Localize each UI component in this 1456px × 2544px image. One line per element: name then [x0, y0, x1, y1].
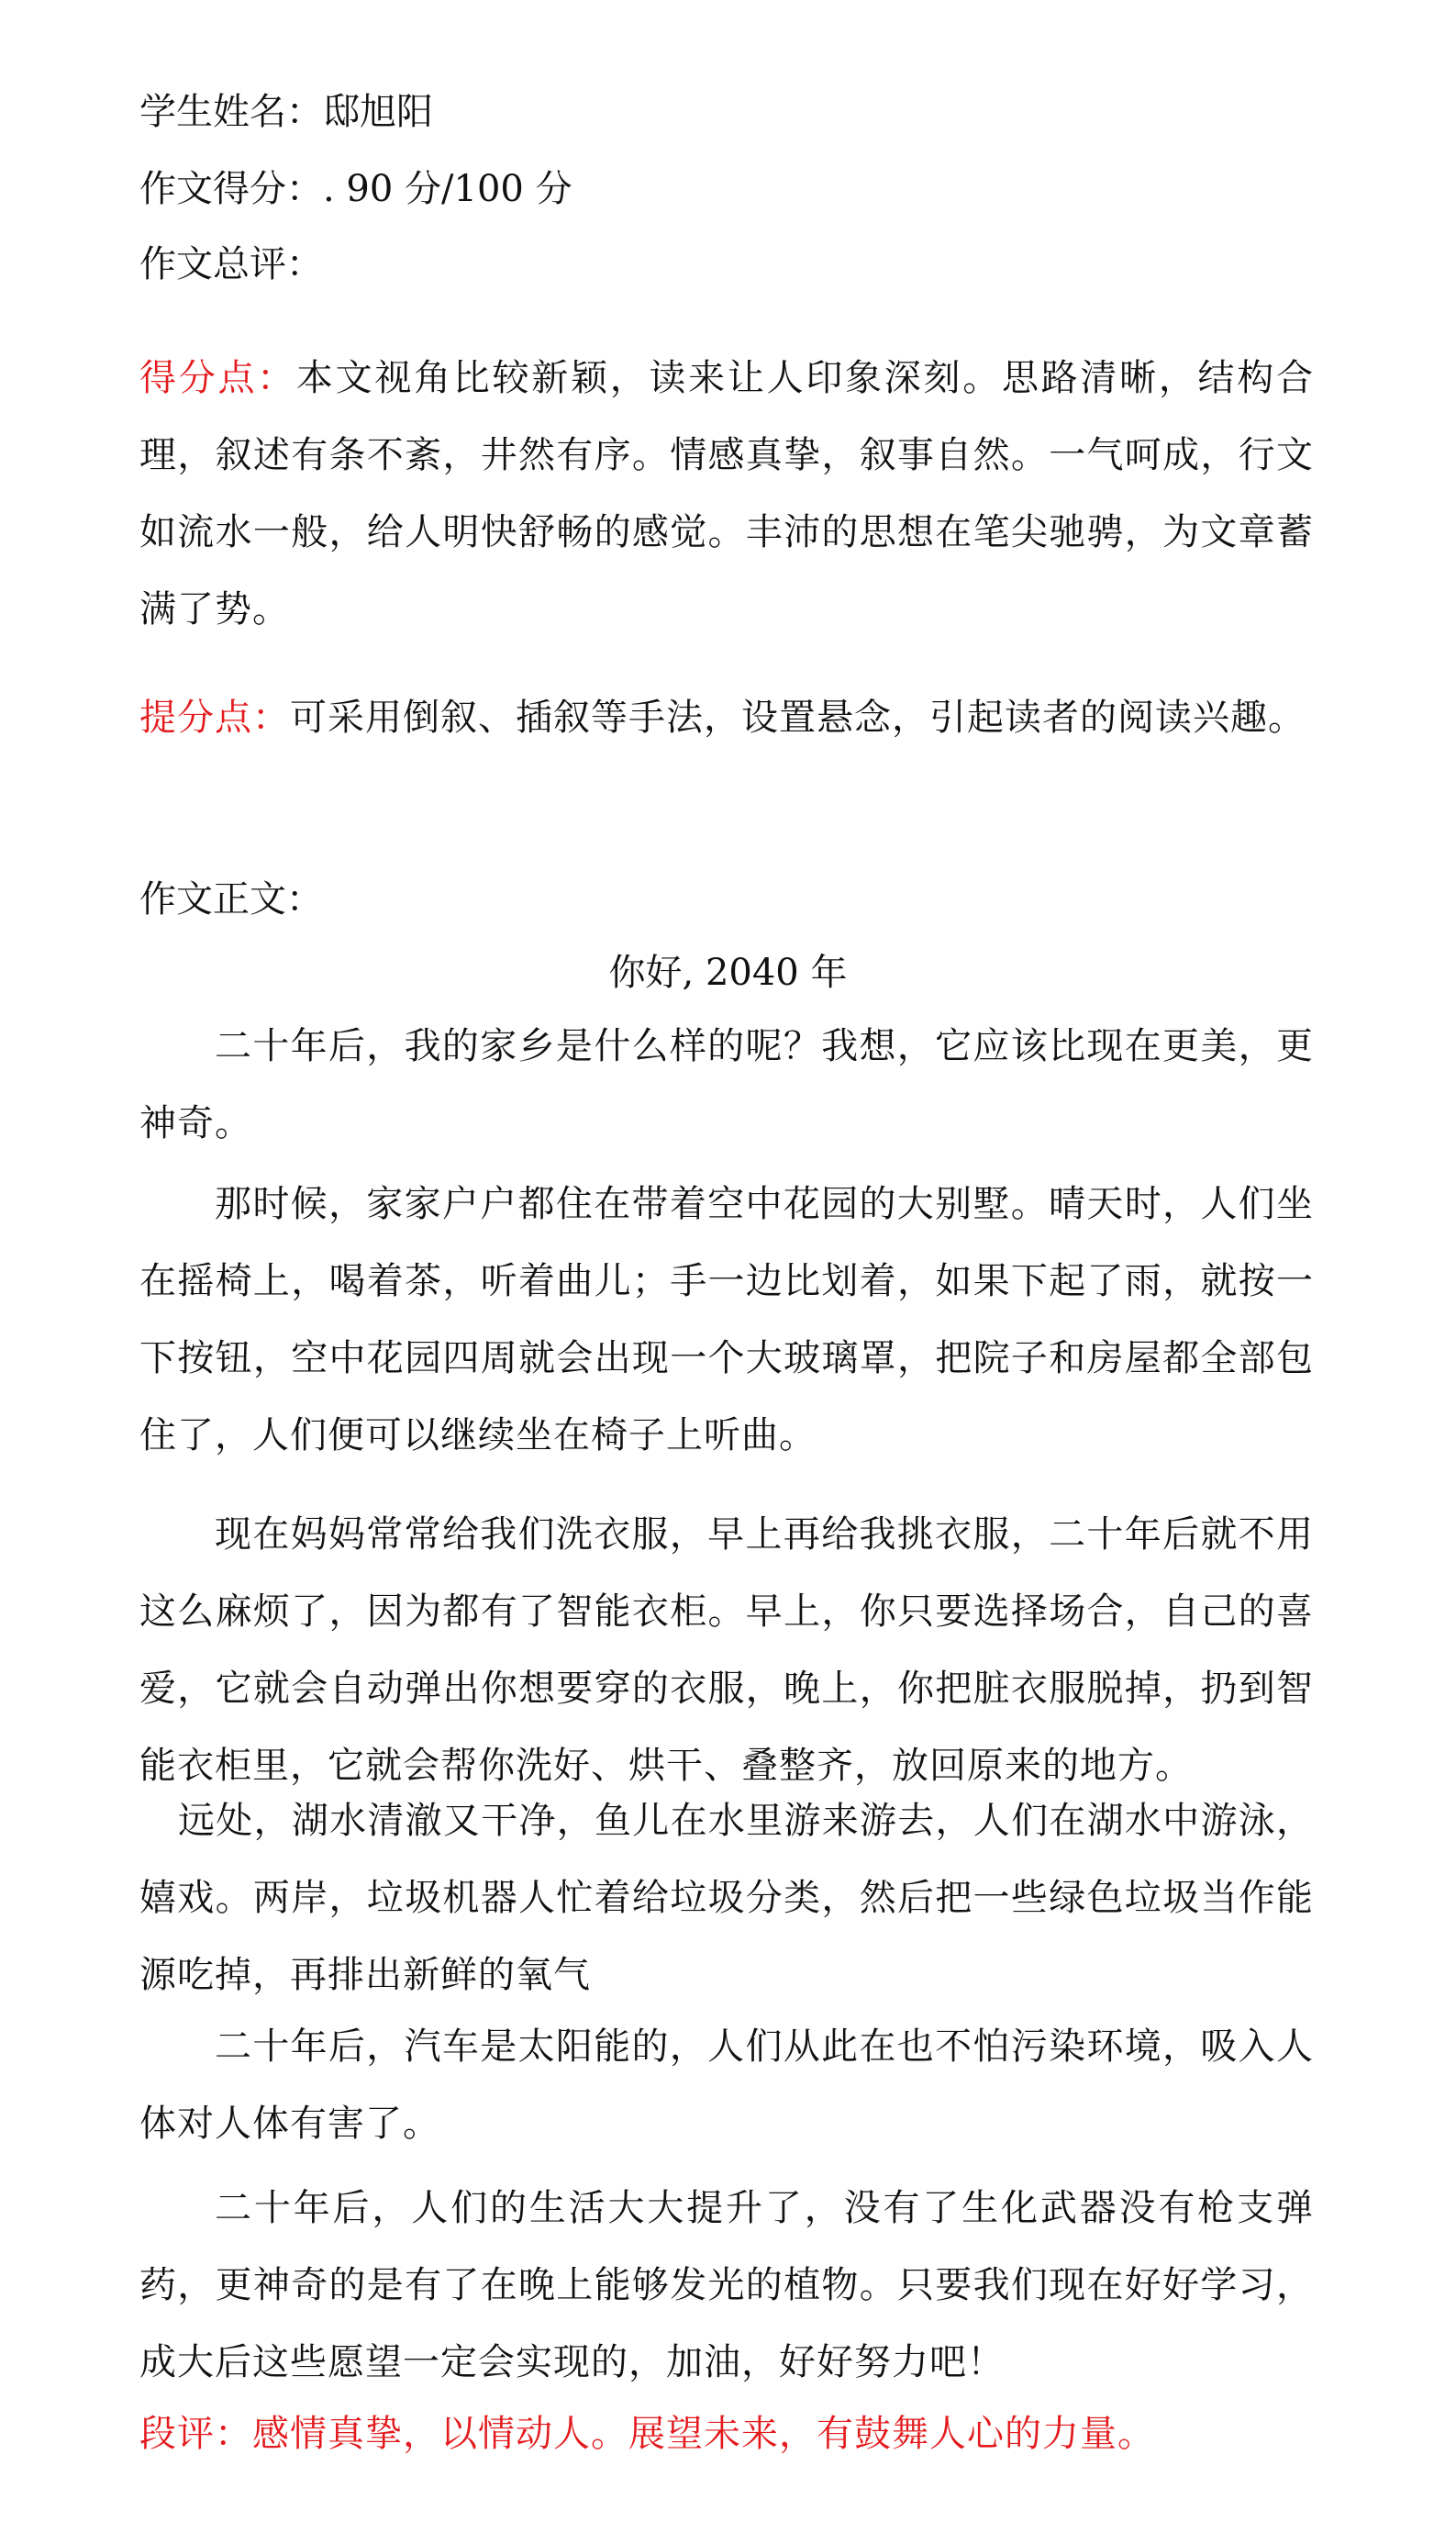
- improve-points-label: 提分点：: [139, 697, 290, 739]
- essay-paragraph-1: 二十年后，我的家乡是什么样的呢？我想，它应该比现在更美，更神奇。: [139, 1025, 1314, 1144]
- paragraph-comment: [139, 2395, 1314, 2472]
- essay-section-label: 作文正文：: [139, 878, 323, 921]
- score-value: . 90 分/100 分: [323, 168, 572, 210]
- score-label: 作文得分：: [139, 168, 323, 210]
- comment-text: 感情真挚，以情动人。展望未来，有鼓舞人心的力量。: [252, 2413, 1155, 2455]
- plus-points-label: 得分点：: [139, 357, 296, 399]
- student-name-value: 邸旭阳: [323, 91, 433, 133]
- essay-paragraph-6: 二十年后，人们的生活大大提升了，没有了生化武器没有枪支弹药，更神奇的是有了在晚上能够发光的植物。只要我们现在好好学习，成大后这些愿望一定会实现的，加油，好好努力吧！: [139, 2187, 1314, 2383]
- comment-label: 段评：: [139, 2413, 252, 2455]
- essay-paragraph-2: 那时候，家家户户都住在带着空中花园的大别墅。晴天时，人们坐在摇椅上，喝着茶，听着曲儿；手一边比划着，如果下起了雨，就按一下按钮，空中花园四周就会出现一个大玻璃罩，把院子和房屋都全部包住了，人们便可以继续坐在椅子上听曲。: [139, 1183, 1314, 1456]
- review-label: 作文总评：: [139, 243, 323, 285]
- improve-points-paragraph: [139, 679, 1314, 756]
- score-row: [139, 162, 1332, 217]
- student-name-row: [139, 84, 1332, 139]
- essay-paragraph-5: 二十年后，汽车是太阳能的，人们从此在也不怕污染环境，吸入人体对人体有害了。: [139, 2025, 1314, 2145]
- improve-points-text: 可采用倒叙、插叙等手法，设置悬念，引起读者的阅读兴趣。: [290, 697, 1306, 739]
- review-heading: [139, 237, 1332, 292]
- essay-paragraph-3: 现在妈妈常常给我们洗衣服，早上再给我挑衣服，二十年后就不用这么麻烦了，因为都有了智能衣柜。早上，你只要选择场合，自己的喜爱，它就会自动弹出你想要穿的衣服，晚上，你把脏衣服脱掉，扔到智能衣柜里，它就会帮你洗好、烘干、叠整齐，放回原来的地方。: [139, 1513, 1314, 1787]
- plus-points-text: 本文视角比较新颖，读来让人印象深刻。思路清晰，结构合理，叙述有条不紊，井然有序。情感真挚，叙事自然。一气呵成，行文如流水一般，给人明快舒畅的感觉。丰沛的思想在笔尖驰骋，为文章蓄满了势。: [139, 357, 1315, 630]
- essay-paragraph-4: 远处，湖水清澈又干净，鱼儿在水里游来游去，人们在湖水中游泳，嬉戏。两岸，垃圾机器人忙着给垃圾分类，然后把一些绿色垃圾当作能源吃掉，再排出新鲜的氧气: [139, 1800, 1314, 1996]
- plus-points-paragraph: [139, 340, 1314, 648]
- student-name-label: 学生姓名：: [139, 91, 323, 133]
- essay-title: 你好, 2040 年: [608, 952, 848, 994]
- essay-section-heading: [139, 872, 1332, 927]
